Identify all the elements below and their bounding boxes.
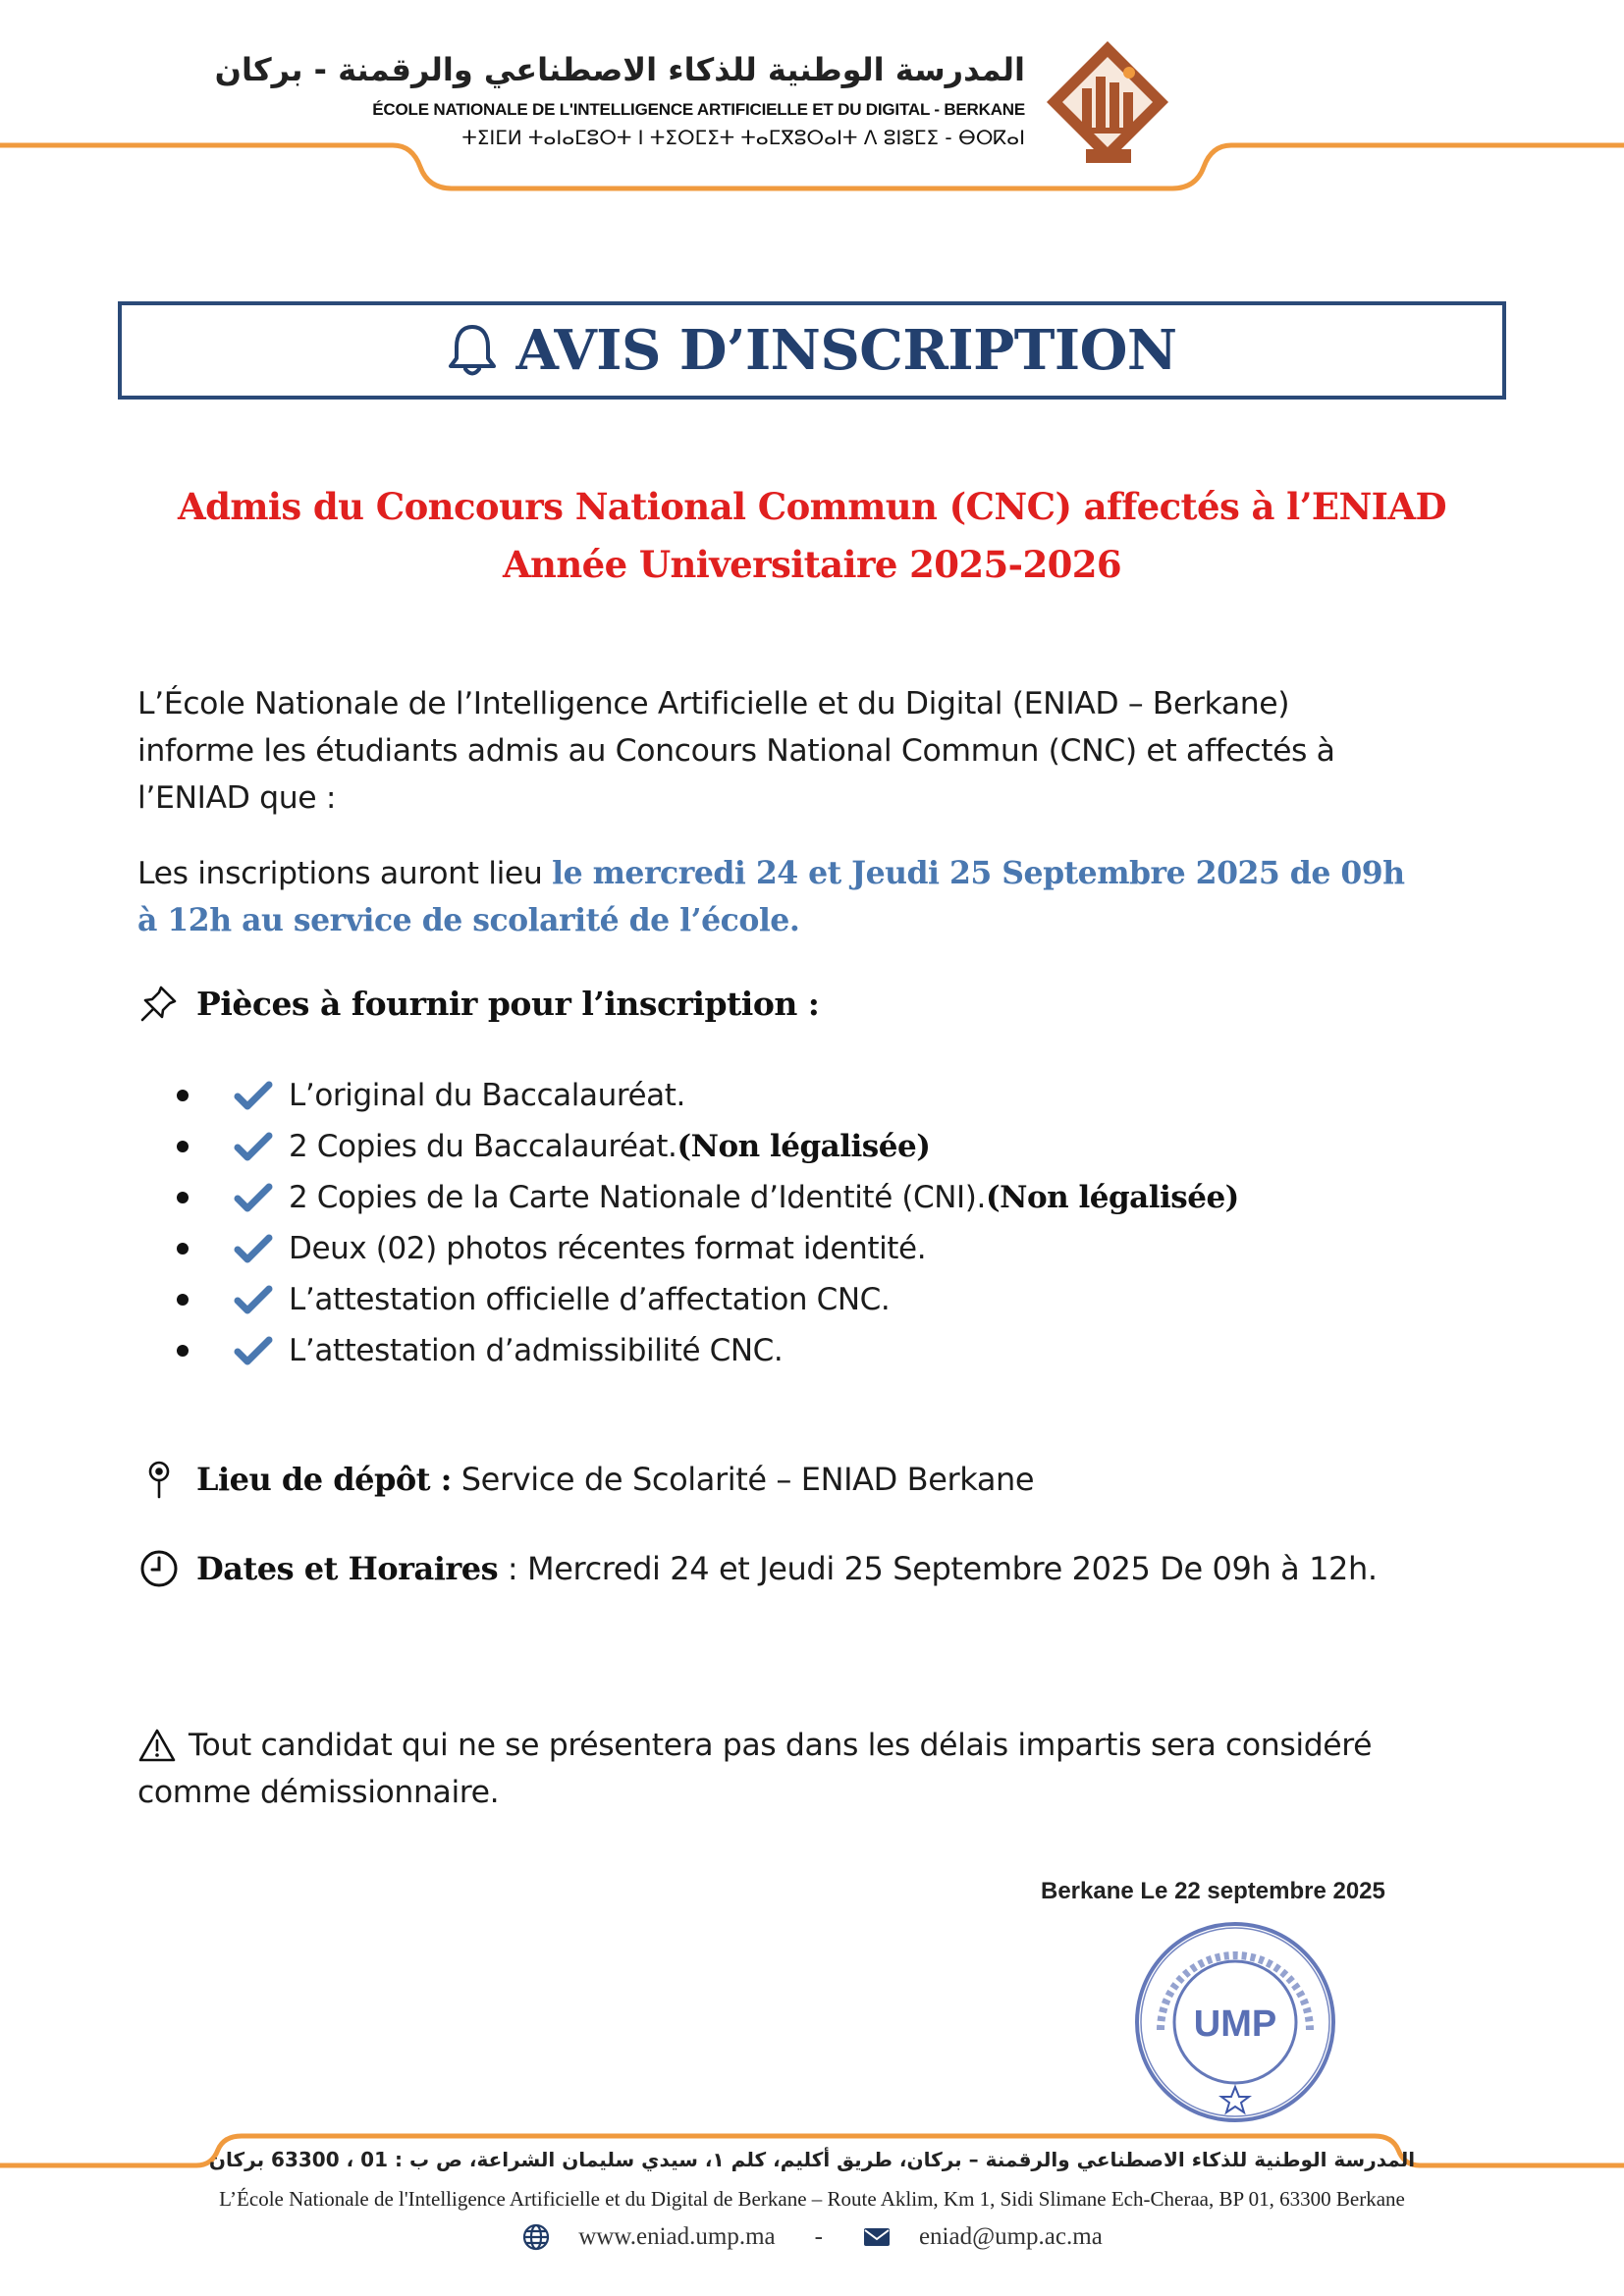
pushpin-icon	[137, 982, 181, 1025]
schedule-highlight-2: à 12h au service de scolarité de l’école.	[137, 902, 800, 938]
warning-line-2: comme démissionnaire.	[137, 1775, 500, 1810]
notice-title: AVIS D’INSCRIPTION	[515, 318, 1177, 383]
contact-separator: -	[814, 2223, 823, 2250]
checkmark-icon	[234, 1079, 273, 1112]
checkmark-icon	[234, 1181, 273, 1214]
list-item	[177, 1070, 1239, 1121]
dates-line	[137, 1547, 1378, 1590]
subtitle-line-2: Année Universitaire 2025-2026	[502, 543, 1122, 586]
intro-line-3: l’ENIAD que :	[137, 780, 337, 816]
intro-paragraph	[137, 680, 1512, 822]
header-french-name: ÉCOLE NATIONALE DE L'INTELLIGENCE ARTIFICIELLE ET DU DIGITAL - BERKANE	[372, 100, 1025, 119]
bullet	[177, 1345, 189, 1357]
email-link[interactable]: eniad@ump.ac.ma	[918, 2223, 1103, 2250]
warning-text-1: Tout candidat qui ne se présentera pas dans les délais impartis sera considéré	[189, 1728, 1373, 1763]
clock-icon	[137, 1547, 181, 1590]
checkmark-icon	[234, 1130, 273, 1163]
list-item	[177, 1121, 1239, 1172]
schedule-line-2	[137, 897, 1512, 944]
bullet	[177, 1192, 189, 1203]
footer-address: L’École Nationale de l'Intelligence Artificielle et du Digital de Berkane – Route Aklim, Km 1, Sidi Slimane Ech-Cheraa, BP 01, 63300 Berkane	[219, 2187, 1405, 2211]
list-item	[177, 1223, 1239, 1274]
intro-line-1: L’École Nationale de l’Intelligence Artificielle et du Digital (ENIAD – Berkane)	[137, 686, 1290, 721]
location-label: Lieu de dépôt :	[196, 1461, 452, 1498]
schedule-line-1	[137, 850, 1512, 897]
checkmark-icon	[234, 1232, 273, 1265]
website-link[interactable]: www.eniad.ump.ma	[578, 2223, 776, 2250]
official-stamp	[1127, 1914, 1343, 2130]
bullet	[177, 1243, 189, 1255]
schedule-paragraph	[137, 850, 1512, 944]
list-item-text: 2 Copies du Baccalauréat.	[289, 1129, 677, 1164]
list-item-text: 2 Copies de la Carte Nationale d’Identité (CNI).	[289, 1180, 986, 1215]
bullet	[177, 1294, 189, 1306]
header-divider	[0, 128, 1624, 196]
envelope-icon	[862, 2222, 892, 2252]
dates-value: : Mercredi 24 et Jeudi 25 Septembre 2025 De 09h à 12h.	[498, 1550, 1378, 1587]
list-item	[177, 1172, 1239, 1223]
list-item-text: L’attestation d’admissibilité CNC.	[289, 1333, 784, 1368]
documents-list	[177, 1070, 1239, 1376]
warning-paragraph	[137, 1722, 1512, 1816]
footer-arabic-address: المدرسة الوطنية للذكاء الاصطناعي والرقمنة – بركان، طريق أكليم، كلم ١، سيدي سليمان الشراعة، ص ب : 01 ، 63300 بركان	[208, 2148, 1416, 2171]
documents-heading-text: Pièces à fournir pour l’inscription :	[196, 984, 820, 1023]
schedule-highlight-1: le mercredi 24 et Jeudi 25 Septembre 2025 de 09h	[552, 855, 1405, 891]
warning-icon	[137, 1727, 177, 1764]
location-pin-icon	[137, 1458, 181, 1501]
bell-icon	[447, 323, 498, 378]
dates-label: Dates et Horaires	[196, 1550, 499, 1587]
subtitle-line-1: Admis du Concours National Commun (CNC) affectés à l’ENIAD	[178, 485, 1446, 528]
list-item-text: L’attestation officielle d’affectation CNC.	[289, 1282, 891, 1317]
checkmark-icon	[234, 1283, 273, 1316]
location-line	[137, 1458, 1034, 1501]
list-item-text: Deux (02) photos récentes format identité.	[289, 1231, 927, 1266]
globe-icon	[521, 2222, 551, 2252]
list-item	[177, 1274, 1239, 1325]
footer-contact	[0, 2222, 1624, 2252]
stamp-text: UMP	[1193, 2003, 1277, 2045]
header-arabic-name: المدرسة الوطنية للذكاء الاصطناعي والرقمنة - بركان	[214, 51, 1025, 88]
checkmark-icon	[234, 1334, 273, 1367]
bullet	[177, 1090, 189, 1101]
list-item-note: (Non légalisée)	[677, 1129, 931, 1164]
list-item-note: (Non légalisée)	[985, 1180, 1239, 1215]
location-value: Service de Scolarité – ENIAD Berkane	[451, 1461, 1035, 1498]
list-item	[177, 1325, 1239, 1376]
warning-line-1	[137, 1722, 1512, 1769]
bullet	[177, 1141, 189, 1152]
intro-line-2: informe les étudiants admis au Concours National Commun (CNC) et affectés à	[137, 733, 1335, 769]
documents-heading	[137, 982, 820, 1025]
header-tifinagh-name: ⵜⵉⵏⵎⵍ ⵜⴰⵏⴰⵎⵓⵔⵜ ⵏ ⵜⵉⵔⵎⵉⵜ ⵜⴰⵎⴳⵓⵔⴰⵏⵜ ⴷ ⵓⵏⵓⵎⵉ - ⴱⵔⴽⴰⵏ	[461, 126, 1025, 149]
list-item-text: L’original du Baccalauréat.	[289, 1078, 685, 1113]
schedule-prefix: Les inscriptions auront lieu	[137, 856, 553, 891]
notice-title-box	[118, 301, 1506, 400]
signature-date: Berkane Le 22 septembre 2025	[1041, 1878, 1385, 1904]
